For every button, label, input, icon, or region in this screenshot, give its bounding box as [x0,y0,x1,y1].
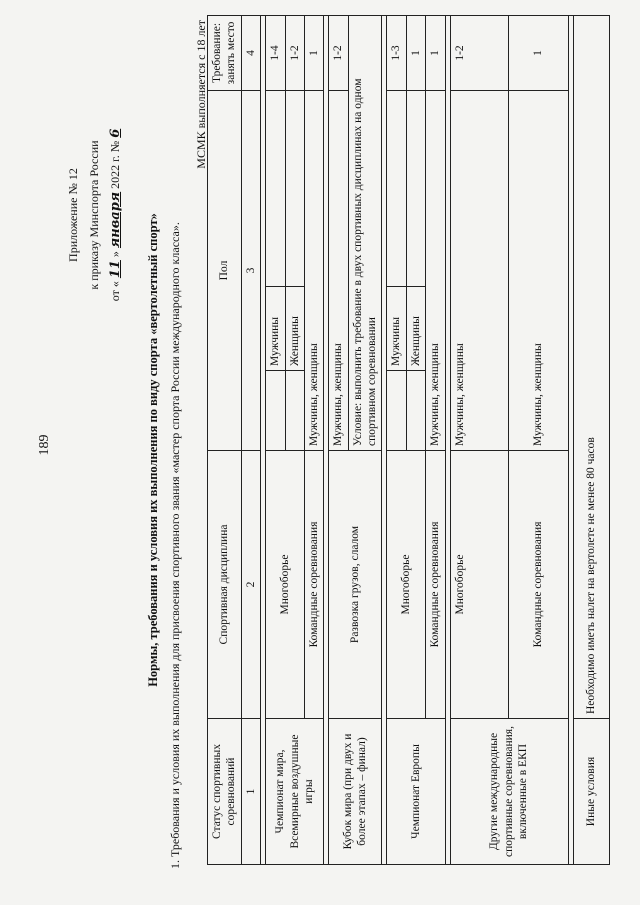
handwritten-day: 11 [108,260,123,279]
header-cell: Спортивная дисциплина [208,451,242,719]
condition-cell: Условие: выполнить требование в двух спортивных дисциплинах на одном спортивном соревновании [348,15,382,450]
column-number-row [241,15,260,864]
section-heading: 1. Требования и условия их выполнения для присвоения спортивного звания «мастер спорта России международного класса». [168,222,182,869]
place-cell: 1 [406,15,425,90]
column-number: 3 [241,90,260,450]
date-prefix: от « [108,281,122,302]
table-row [387,15,406,864]
header-cell: Статус спортивных соревнований [208,719,242,865]
discipline-cell: Командные соревнования [426,451,445,719]
discipline-cell: Многоборье [387,451,426,719]
discipline-cell: Командные соревнования [508,451,568,719]
empty-cell [266,371,285,451]
age-note: МСМК выполняется с 18 лет [194,20,208,169]
empty-cell [387,371,406,451]
place-cell: 1-4 [266,15,285,90]
gender-cell: Женщины [406,287,425,371]
discipline-cell: Развозка грузов, слалом [329,451,382,719]
table-header-row [208,15,242,864]
column-number: 4 [241,15,260,90]
header-cell: Пол [208,90,242,450]
column-number: 2 [241,451,260,719]
place-cell: 1 [508,15,568,90]
status-cell: Чемпионат Европы [387,719,445,865]
place-cell: 1-2 [450,15,508,90]
empty-cell [406,371,425,451]
other-conditions-text: Необходимо иметь налет на вертолете не менее 80 часов [573,15,609,718]
empty-cell [387,90,406,286]
place-cell: 1 [304,15,323,90]
order-date-line [105,105,126,325]
other-conditions-row [573,15,609,864]
number-prefix: г. № [108,140,122,162]
place-cell: 1-2 [329,15,348,90]
empty-cell [285,90,304,286]
gender-cell: Мужчины [266,287,285,371]
gender-cell: Мужчины, женщины [304,90,323,450]
header-cell: Требование: занять место [208,15,242,90]
table-row [450,15,508,864]
handwritten-number: 6 [108,128,123,138]
table-row [266,15,285,864]
gender-cell: Мужчины, женщины [508,90,568,450]
place-cell: 1-2 [285,15,304,90]
gender-cell: Мужчины, женщины [450,90,508,450]
gender-cell: Мужчины [387,287,406,371]
date-mid: » [108,251,122,258]
status-cell: Другие международные спортивные соревнования, включенные в ЕКП [450,719,568,865]
empty-cell [285,371,304,451]
appendix-block [63,105,126,325]
handwritten-month: января [108,191,123,249]
other-conditions-label: Иные условия [573,719,609,865]
empty-cell [266,90,285,286]
page-number: 189 [37,434,52,456]
column-number: 1 [241,719,260,865]
gender-cell: Мужчины, женщины [329,90,348,450]
document-title: Нормы, требования и условия их выполнения по виду спорта «вертолетный спорт» [146,213,160,687]
discipline-cell: Многоборье [266,451,305,719]
status-cell: Кубок мира (при двух и более этапах – финал) [329,719,382,865]
place-cell: 1-3 [387,15,406,90]
order-reference: к приказу Минспорта России [87,140,101,290]
discipline-cell: Многоборье [450,451,508,719]
gender-cell: Мужчины, женщины [426,90,445,450]
table-row [329,15,348,864]
norms-table [207,15,610,865]
empty-cell [406,90,425,286]
place-cell: 1 [426,15,445,90]
gender-cell: Женщины [285,287,304,371]
status-cell: Чемпионат мира, Всемирные воздушные игры [266,719,324,865]
year: 2022 [108,164,122,189]
discipline-cell: Командные соревнования [304,451,323,719]
appendix-line: Приложение № 12 [66,168,80,262]
